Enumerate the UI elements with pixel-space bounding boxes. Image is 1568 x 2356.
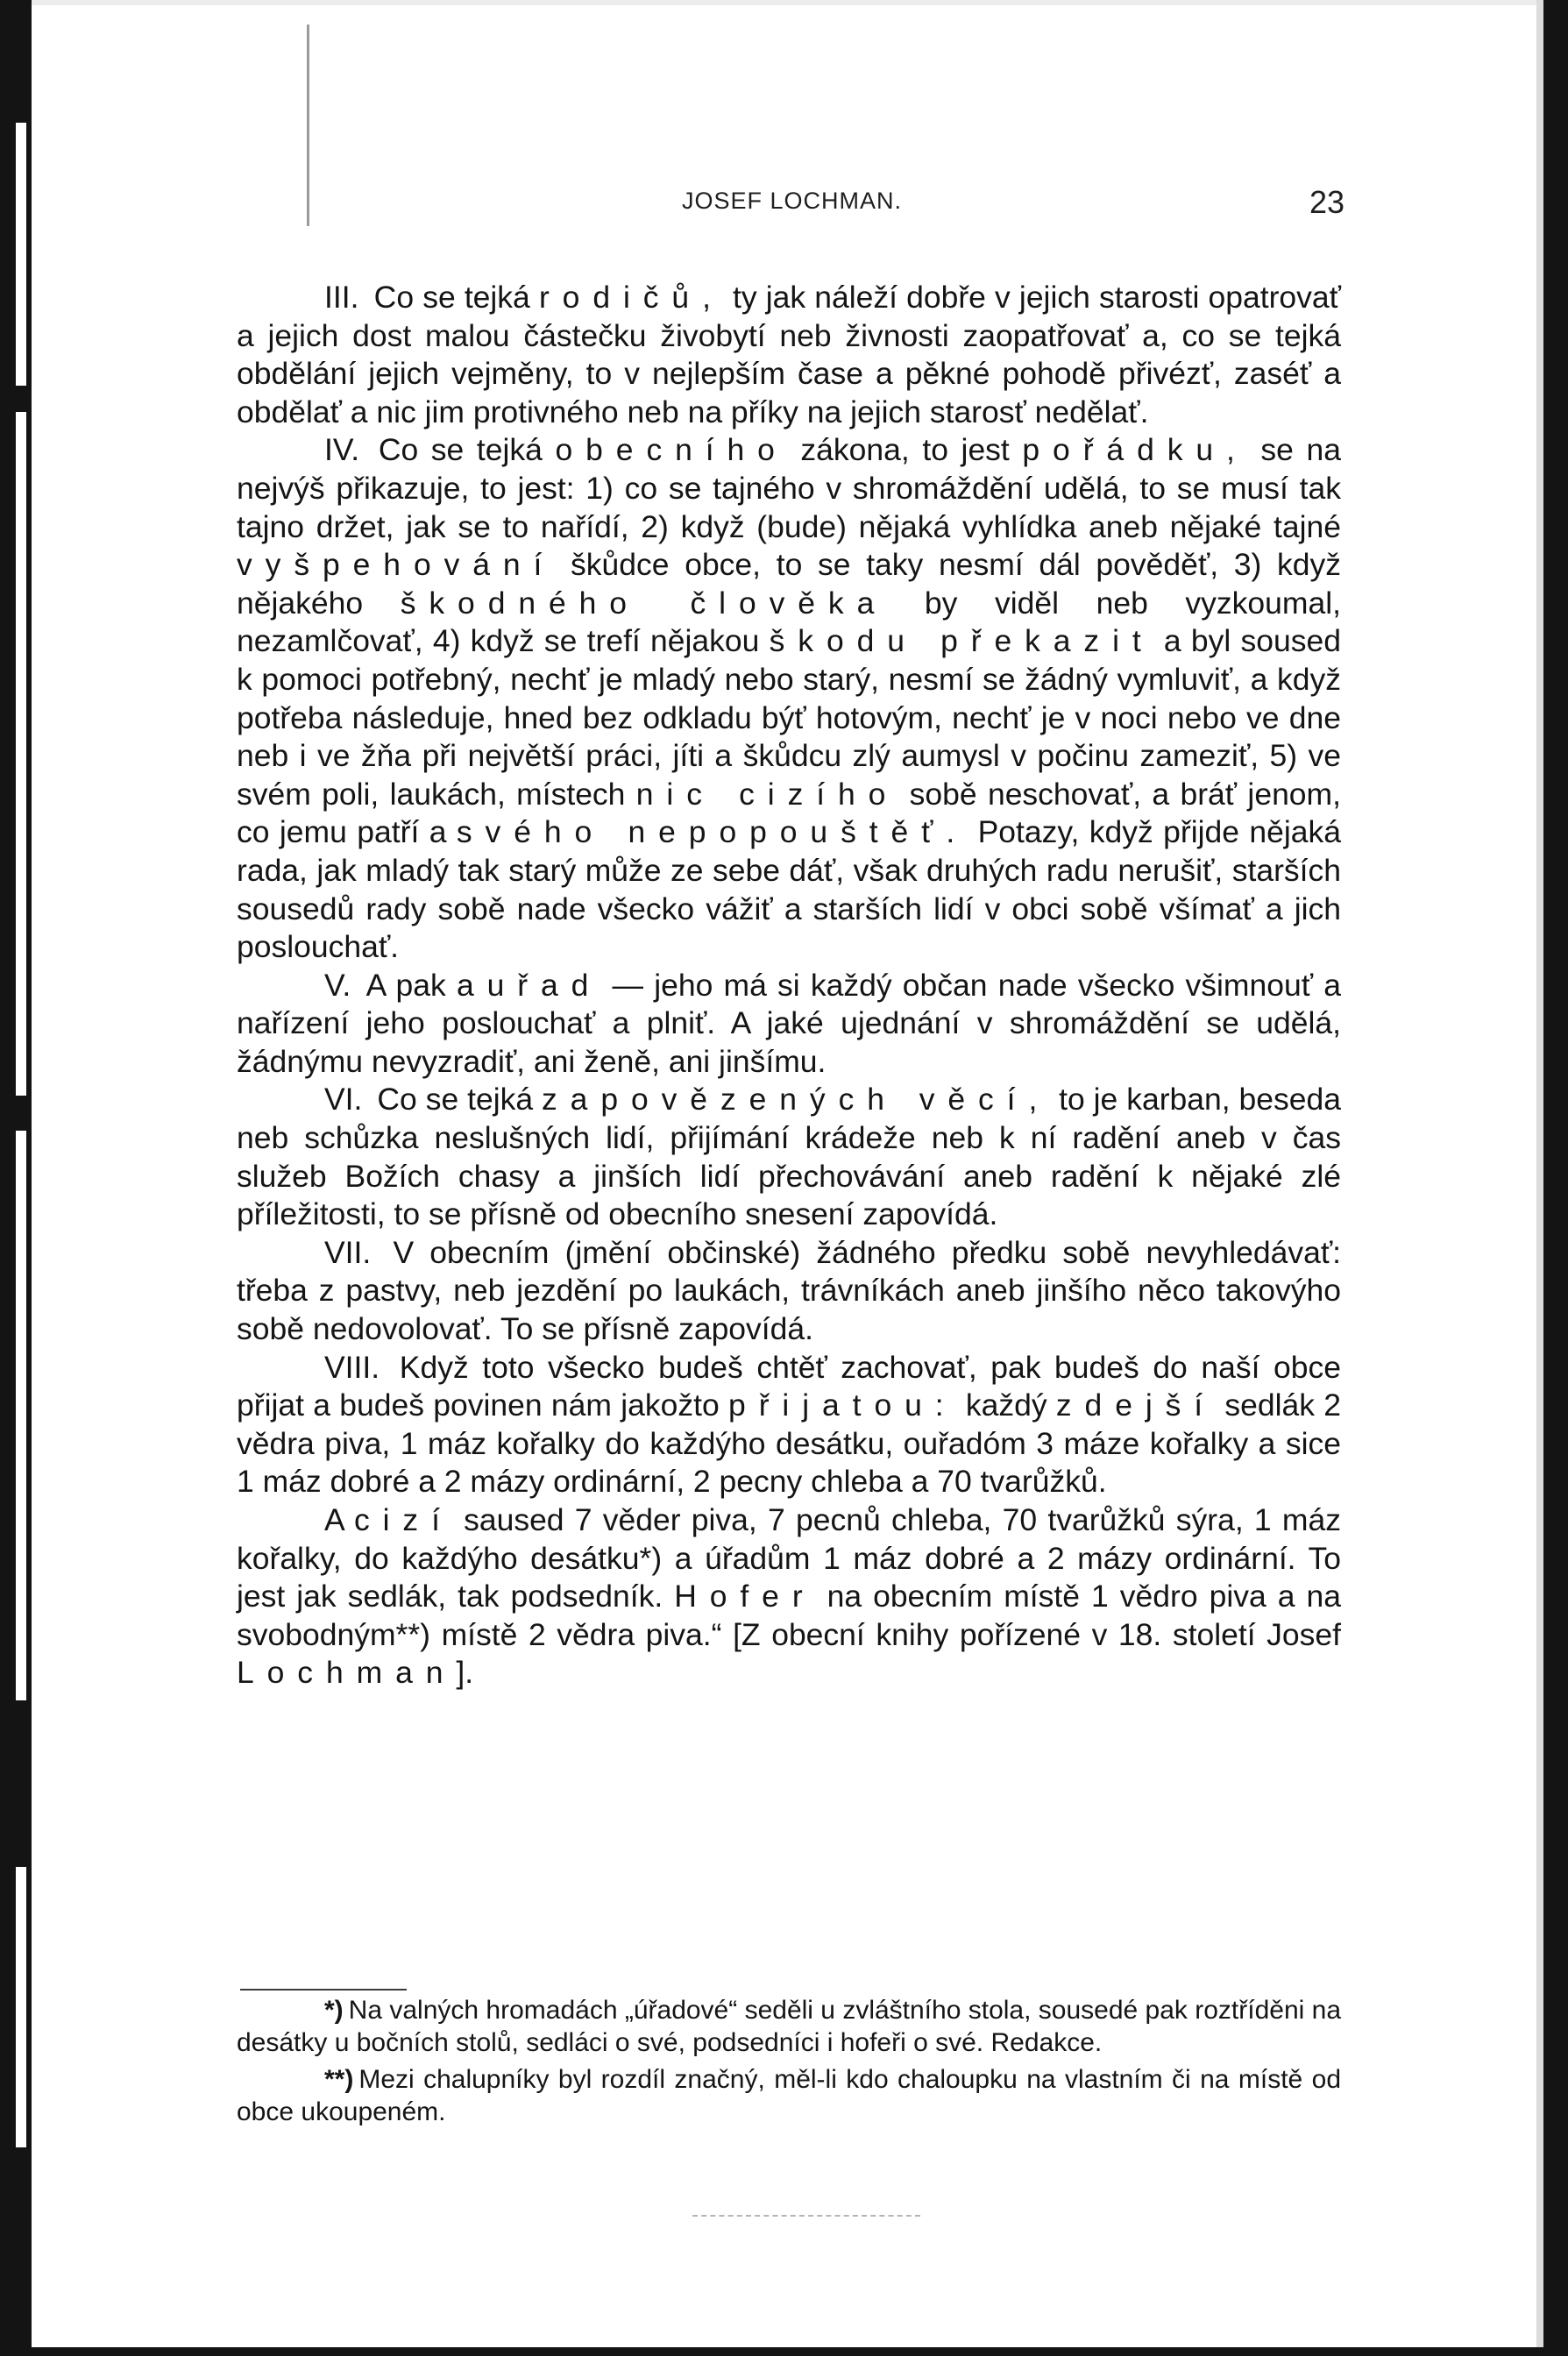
spaced-emphasis: pořádku, (1022, 432, 1248, 468)
spaced-emphasis: Lochman (237, 1655, 457, 1691)
spaced-emphasis: svého nepopouštěť. (456, 814, 968, 850)
spaced-emphasis: auřad (456, 967, 602, 1003)
footnotes (237, 1995, 1341, 2133)
text-run: zákona, to jest (787, 432, 1023, 468)
text-run: Potazy, když přijde nějaká rada, jak mladý tak starý může ze sebe dáť, však druhých radu nerušiť, starších sousedů rady sobě nade všecko vážiť a starších lidí v obci sobě všímať a jich poslouchať. (237, 814, 1342, 965)
paragraph-number: III. (324, 280, 359, 315)
text-run: Co se tejká (368, 1082, 543, 1118)
spaced-emphasis: škodu překazit (769, 623, 1154, 659)
paragraph-foreign-neighbour (237, 1501, 1341, 1692)
scan-border-notch (16, 1867, 26, 2147)
text-run: škůdce obce, to se taky nesmí dál pověděť, 3) když nějakého (237, 547, 1341, 621)
bottom-dash-ornament (692, 2215, 920, 2218)
footnote (237, 2064, 1341, 2128)
text-run: ty jak náleží dobře v jejich starosti opatrovať a jejich dost malou částečku živobytí neb živnosti zaopatřovať a, co se tejká obdělání jejich vejměny, to v nejlepším čase a pěkné pohodě přivézť, zaséť a obdělať a nic jim protivného neb na příky na jejich starosť nedělať. (237, 280, 1341, 429)
scan-border-notch (16, 1131, 26, 1700)
paragraph-viii (237, 1349, 1341, 1501)
page-number: 23 (1309, 184, 1345, 220)
footnote-rule (240, 1989, 407, 1991)
text-run: Co se tejká (365, 280, 539, 315)
paragraph-vi (237, 1081, 1341, 1233)
spaced-emphasis: škodného člověka (400, 585, 888, 621)
text-run: V obecním (jmění občinské) žádného předku sobě nevyhledávať: třeba z pastvy, neb jezdění po laukách, trávníkách aneb jinšího něco takovýho sobě nedovolovať. To se přísně zapovídá. (237, 1234, 1341, 1347)
paragraph-vii (237, 1234, 1341, 1349)
spaced-emphasis: vyšpehování (237, 547, 556, 583)
paragraph-number: IV. (324, 432, 360, 468)
scan-left-border (0, 0, 32, 2356)
text-run: se na nejvýš přikazuje, to jest: 1) co se tajného v shromáždění udělá, to se musí tak tajno držet, jak se to nařídí, 2) když (bude) nějaká vyhlídka aneb nějaké tajné (237, 432, 1341, 544)
scan-bottom-border (0, 2347, 1568, 2356)
text-run: Co se tejká (365, 432, 556, 468)
paragraph-number: V. (324, 967, 351, 1003)
text-run: A pak (357, 967, 457, 1003)
spaced-emphasis: cizí (353, 1502, 453, 1537)
text-run: saused 7 věder piva, 7 pecnů chleba, 70 tvarůžků sýra, 1 máz kořalky, do každýho desátku*) a úřadům 1 máz dobré a 2 mázy ordinární. To jest jak sedlák, tak podsedník. (237, 1502, 1341, 1614)
scan-right-edge (1536, 0, 1543, 2356)
paragraph-iii (237, 279, 1341, 431)
spaced-emphasis: zapovězených věcí, (542, 1082, 1051, 1118)
article-body (237, 279, 1341, 1692)
text-run: by viděl neb vyzkoumal, nezamlčovať, 4) když se trefí nějakou (237, 585, 1341, 659)
footnote-text: Mezi chalupníky byl rozdíl značný, měl-li kdo chaloupku na vlastním či na místě od obce ukoupeném. (237, 2065, 1341, 2126)
scan-right-border (1543, 0, 1568, 2356)
scan-border-notch (16, 123, 26, 386)
footnote-text: Na valných hromadách „úřadové“ seděli u zvláštního stola, sousedé pak roztříděni na desátky u bočních stolů, sedláci o své, podsedníci i hofeři o své. Redakce. (237, 1996, 1341, 2057)
spaced-emphasis: zdejší (1055, 1387, 1217, 1423)
footnote (237, 1995, 1341, 2059)
scan-gutter-mark (307, 25, 309, 226)
text-run: sedlák 2 vědra piva, 1 máz kořalky do každýho desátku, ouřadóm 3 máze kořalky a sice 1 máz dobré a 2 mázy ordinární, 2 pecny chleba a 70 tvarůžků. (237, 1387, 1342, 1500)
text-run: ]. (456, 1655, 474, 1691)
footnote-mark: *) (324, 1996, 344, 2025)
text-run: to je karban, beseda neb schůzka neslušných lidí, přijímání krádeže neb k ní radění aneb v čas služeb Božích chasy a jinších lidí přechovávání aneb radění k nějaké zlé příležitosti, to se přísně od obecního snesení zapovídá. (237, 1082, 1341, 1232)
paragraph-v (237, 967, 1341, 1082)
scan-top-edge (0, 0, 1568, 5)
text-run: každý (956, 1387, 1056, 1423)
paragraph-number: VIII. (324, 1349, 380, 1385)
scan-border-notch (16, 412, 26, 1096)
text-run: na obecním místě 1 vědro piva a na svobodným**) místě 2 vědra piva.“ [Z obecní knihy pořízené v 18. století Josef (237, 1579, 1341, 1652)
text-run: A (324, 1502, 354, 1537)
text-run: — jeho má si každý občan nade všecko všimnouť a nařízení jeho poslouchať a plniť. A jaké ujednání v shromáždění se udělá, žádnýmu nevyzradiť, ani ženě, ani jinšímu. (237, 967, 1341, 1079)
running-head: JOSEF LOCHMAN. (682, 188, 903, 214)
paragraph-iv (237, 431, 1341, 966)
spaced-emphasis: obecního (555, 432, 788, 468)
footnote-mark: **) (324, 2065, 354, 2094)
text-run: Když toto všecko budeš chtěť zachovať, pak budeš do naší obce přijat a budeš povinen nám jakožto (237, 1349, 1341, 1423)
paragraph-number: VII. (324, 1234, 372, 1270)
spaced-emphasis: Hofer (674, 1579, 816, 1614)
spaced-emphasis: přijatou: (728, 1387, 957, 1423)
spaced-emphasis: nic cizího (635, 776, 899, 812)
spaced-emphasis: rodičů, (538, 280, 724, 315)
paragraph-number: VI. (324, 1082, 363, 1118)
text-run: a byl soused k pomoci potřebný, nechť je mladý nebo starý, nesmí se žádný vymluviť, a když potřeba následuje, hned bez odkladu býť hotovým, nechť je v noci nebo ve dne neb i ve žňa při největší práci, jíti a škůdcu zlý aumysl v počinu zameziť, 5) ve svém poli, laukách, místech (237, 623, 1342, 812)
text-run: sobě neschovať, a bráť jenom, co jemu patří a (237, 776, 1341, 850)
